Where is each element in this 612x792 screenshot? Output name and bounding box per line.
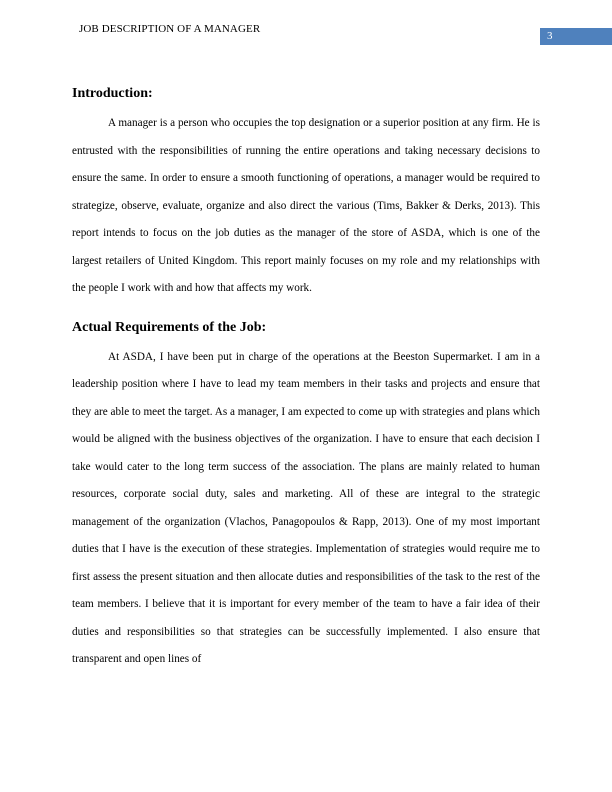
page-number: 3 [547, 30, 553, 42]
page-number-badge [540, 28, 612, 45]
requirements-paragraph: At ASDA, I have been put in charge of the operations at the Beeston Supermarket. I am in a leadership position where I have to lead my team members in their tasks and projects and ensure that they are able to meet the target. As a manager, I am expected to come up with strategies and plans which would be aligned with the business objectives of the organization. I have to ensure that each decision I take would cater to the long term success of the association. The plans are mainly related to human resources, corporate social duty, sales and marketing. All of these are integral to the strategic management of the organization (Vlachos, Panagopoulos & Rapp, 2013). One of my most important duties that I have is the execution of these strategies. Implementation of strategies would require me to first assess the present situation and then allocate duties and responsibilities of the task to the rest of the team members. I believe that it is important for every member of the team to have a fair idea of their duties and responsibilities so that strategies can be successfully implemented. I also ensure that transparent and open lines of [72, 350, 540, 665]
introduction-heading: Introduction: [72, 86, 153, 101]
requirements-heading: Actual Requirements of the Job: [72, 319, 267, 335]
introduction-paragraph: A manager is a person who occupies the top designation or a superior position at any firm. He is entrusted with the responsibilities of running the entire operations and taking necessary decisions to ensure the same. In order to ensure a smooth functioning of operations, a manager would be required to strategize, observe, evaluate, organize and also direct the various (Tims, Bakker & Derks, 2013). This report intends to focus on the job duties as the manager of the store of ASDA, which is one of the largest retailers of United Kingdom. This report mainly focuses on my role and my relationships with the people I work with and how that affects my work. [72, 117, 540, 294]
running-header-title: JOB DESCRIPTION OF A MANAGER [79, 23, 261, 35]
document-body [72, 80, 540, 674]
